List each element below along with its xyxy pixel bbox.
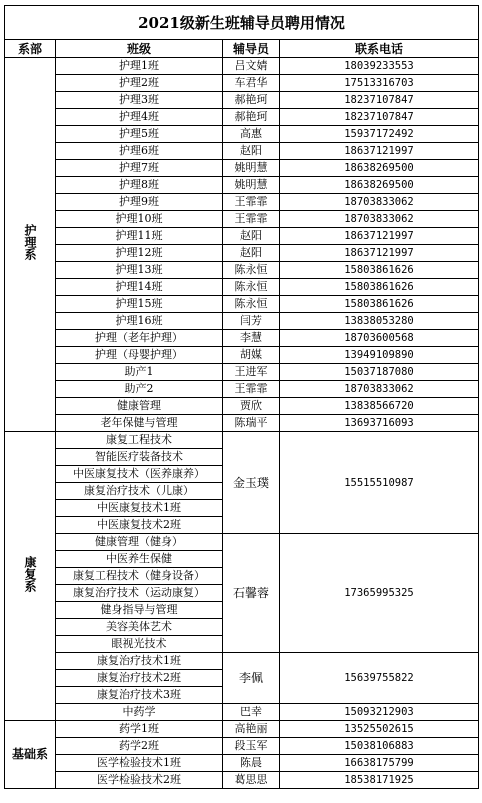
counselor-cell: 闫芳 [223,313,280,330]
table-row [5,58,479,75]
phone-cell: 15803861626 [280,296,479,313]
phone-cell: 15937172492 [280,126,479,143]
counselor-cell: 巴幸 [223,704,280,721]
table-row [5,534,479,551]
counselor-cell: 高艳丽 [223,721,280,738]
counselor-cell: 胡媒 [223,347,280,364]
phone-cell: 18637121997 [280,245,479,262]
table-row [5,160,479,177]
class-cell: 老年保健与管理 [56,415,223,432]
table-row [5,109,479,126]
table-title: 2021级新生班辅导员聘用情况 [5,6,479,40]
class-cell: 美容美体艺术 [56,619,223,636]
class-cell: 中医康复技术（医养康养） [56,466,223,483]
class-cell: 健康管理（健身） [56,534,223,551]
phone-cell: 18638269500 [280,177,479,194]
table-row [5,721,479,738]
class-cell: 护理（母婴护理） [56,347,223,364]
phone-cell: 13838566720 [280,398,479,415]
dept-name: 基础系 [11,747,48,761]
class-cell: 药学1班 [56,721,223,738]
phone-cell: 18703600568 [280,330,479,347]
phone-cell: 18637121997 [280,228,479,245]
table-row [5,653,479,670]
counselor-cell: 姚明慧 [223,160,280,177]
table-body [5,58,479,789]
class-cell: 医学检验技术1班 [56,755,223,772]
class-cell: 健身指导与管理 [56,602,223,619]
table-row [5,228,479,245]
table-row [5,143,479,160]
counselor-cell: 段玉军 [223,738,280,755]
class-cell: 中医康复技术1班 [56,500,223,517]
phone-cell: 18638269500 [280,160,479,177]
phone-cell: 18538171925 [280,772,479,789]
table-row [5,279,479,296]
class-cell: 眼视光技术 [56,636,223,653]
class-cell: 护理3班 [56,92,223,109]
phone-cell: 18237107847 [280,109,479,126]
class-cell: 康复治疗技术1班 [56,653,223,670]
class-cell: 康复治疗技术（儿康） [56,483,223,500]
table-row [5,364,479,381]
header-counselor: 辅导员 [223,40,280,58]
counselor-cell: 车君华 [223,75,280,92]
counselor-cell: 姚明慧 [223,177,280,194]
table-row [5,262,479,279]
counselor-cell: 郝艳珂 [223,92,280,109]
counselor-cell: 陈永恒 [223,296,280,313]
dept-cell [5,721,56,789]
class-cell: 护理11班 [56,228,223,245]
class-cell: 护理7班 [56,160,223,177]
table-row [5,704,479,721]
table-row [5,738,479,755]
class-cell: 护理13班 [56,262,223,279]
class-cell: 康复治疗技术3班 [56,687,223,704]
class-cell: 康复工程技术（健身设备） [56,568,223,585]
table-row [5,245,479,262]
class-cell: 医学检验技术2班 [56,772,223,789]
table-row [5,211,479,228]
class-cell: 康复工程技术 [56,432,223,449]
header-phone: 联系电话 [280,40,479,58]
class-cell: 智能医疗装备技术 [56,449,223,466]
phone-cell: 15038106883 [280,738,479,755]
table-row [5,92,479,109]
header-class: 班级 [56,40,223,58]
phone-cell: 13693716093 [280,415,479,432]
phone-cell: 17365995325 [280,534,479,653]
class-cell: 护理6班 [56,143,223,160]
phone-cell: 18703833062 [280,381,479,398]
counselor-cell: 王霏霏 [223,381,280,398]
table-row [5,381,479,398]
table-row [5,126,479,143]
class-cell: 助产2 [56,381,223,398]
counselor-cell: 高惠 [223,126,280,143]
counselor-cell: 李佩 [223,653,280,704]
counselor-cell: 贾欣 [223,398,280,415]
class-cell: 药学2班 [56,738,223,755]
counselor-cell: 李慧 [223,330,280,347]
counselor-cell: 王进军 [223,364,280,381]
phone-cell: 13949109890 [280,347,479,364]
table-row [5,755,479,772]
class-cell: 护理（老年护理） [56,330,223,347]
table-row [5,194,479,211]
class-cell: 中医康复技术2班 [56,517,223,534]
table-row [5,415,479,432]
counselor-cell: 吕文婧 [223,58,280,75]
phone-cell: 15515510987 [280,432,479,534]
counselor-cell: 陈永恒 [223,279,280,296]
header-dept: 系部 [5,40,56,58]
counselor-cell: 陈永恒 [223,262,280,279]
class-cell: 护理10班 [56,211,223,228]
phone-cell: 18703833062 [280,211,479,228]
phone-cell: 15803861626 [280,279,479,296]
counselor-cell: 王霏霏 [223,211,280,228]
phone-cell: 18237107847 [280,92,479,109]
phone-cell: 15093212903 [280,704,479,721]
counselor-cell: 金玉璞 [223,432,280,534]
class-cell: 护理2班 [56,75,223,92]
counselor-cell: 赵阳 [223,228,280,245]
class-cell: 护理12班 [56,245,223,262]
table-row [5,330,479,347]
class-cell: 康复治疗技术（运动康复） [56,585,223,602]
dept-name: 护理系 [23,224,37,260]
class-cell: 康复治疗技术2班 [56,670,223,687]
counselor-cell: 赵阳 [223,245,280,262]
table-row [5,75,479,92]
table-row [5,432,479,449]
class-cell: 健康管理 [56,398,223,415]
counselor-cell: 石馨蓉 [223,534,280,653]
class-cell: 护理5班 [56,126,223,143]
class-cell: 护理15班 [56,296,223,313]
table-row [5,347,479,364]
counselor-cell: 王霏霏 [223,194,280,211]
phone-cell: 18703833062 [280,194,479,211]
table-row [5,177,479,194]
table-row [5,296,479,313]
class-cell: 中医养生保健 [56,551,223,568]
phone-cell: 13838053280 [280,313,479,330]
phone-cell: 16638175799 [280,755,479,772]
phone-cell: 17513316703 [280,75,479,92]
class-cell: 护理8班 [56,177,223,194]
phone-cell: 13525502615 [280,721,479,738]
counselor-cell: 葛思思 [223,772,280,789]
phone-cell: 15639755822 [280,653,479,704]
counselor-cell: 赵阳 [223,143,280,160]
class-cell: 护理14班 [56,279,223,296]
class-cell: 护理16班 [56,313,223,330]
phone-cell: 18637121997 [280,143,479,160]
dept-cell [5,58,56,432]
dept-name: 康复系 [23,555,37,592]
dept-cell [5,432,56,721]
class-cell: 中药学 [56,704,223,721]
phone-cell: 15037187080 [280,364,479,381]
table-row [5,772,479,789]
phone-cell: 15803861626 [280,262,479,279]
counselor-cell: 陈晨 [223,755,280,772]
counselor-table [4,5,479,789]
phone-cell: 18039233553 [280,58,479,75]
class-cell: 助产1 [56,364,223,381]
table-row [5,313,479,330]
counselor-cell: 郝艳珂 [223,109,280,126]
class-cell: 护理9班 [56,194,223,211]
class-cell: 护理1班 [56,58,223,75]
table-row [5,398,479,415]
class-cell: 护理4班 [56,109,223,126]
counselor-cell: 陈瑞平 [223,415,280,432]
